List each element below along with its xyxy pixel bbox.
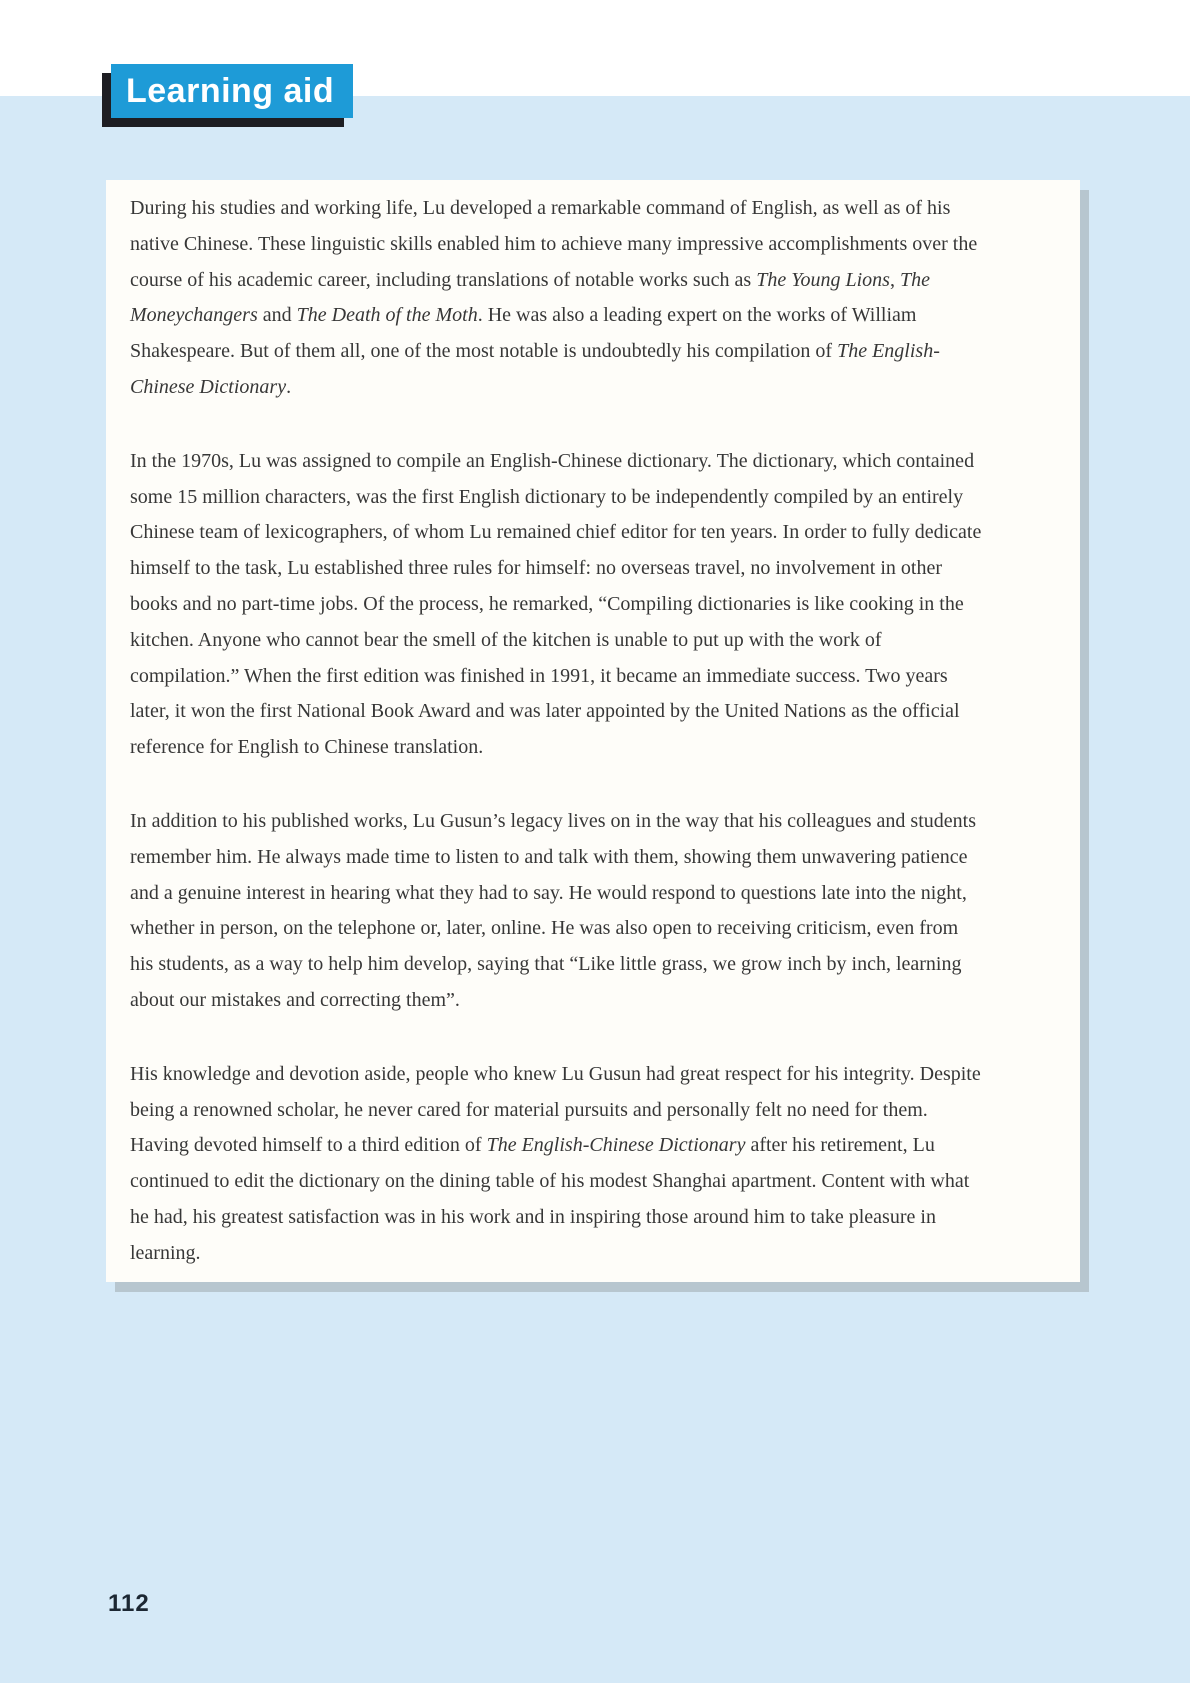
passage-paragraph-1: During his studies and working life, Lu developed a remarkable command of English, as well as of his native Chinese. These linguistic skills enabled him to achieve many impressive accomplishments over the course of his academic career, including translations of notable works such as The Young Lions, The Moneychangers and The Death of the Moth. He was also a leading expert on the works of William Shakespeare. But of them all, one of the most notable is undoubtedly his compilation of The English-Chinese Dictionary. bbox=[130, 197, 978, 398]
reading-passage-box bbox=[106, 180, 1080, 1282]
passage-paragraph-4: His knowledge and devotion aside, people who knew Lu Gusun had great respect for his integrity. Despite being a renowned scholar, he never cared for material pursuits and personally felt no need for them. Having devoted himself to a third edition of The English-Chinese Dictionary after his retirement, Lu continued to edit the dictionary on the dining table of his modest Shanghai apartment. Content with what he had, his greatest satisfaction was in his work and in inspiring those around him to take pleasure in learning. bbox=[130, 1062, 981, 1264]
passage-paragraph-3: In addition to his published works, Lu Gusun’s legacy lives on in the way that his colleagues and students remember him. He always made time to listen to and talk with them, showing them unwavering patience and a genuine interest in hearing what they had to say. He would respond to questions late into the night, whether in person, on the telephone or, later, online. He was also open to receiving criticism, even from his students, as a way to help him develop, saying that “Like little grass, we grow inch by inch, learning about our mistakes and correcting them”. bbox=[130, 809, 976, 1011]
learning-aid-badge bbox=[111, 64, 353, 118]
passage-paragraph-2: In the 1970s, Lu was assigned to compile an English-Chinese dictionary. The dictionary, which contained some 15 million characters, was the first English dictionary to be independently compiled by an entirely Chinese team of lexicographers, of whom Lu remained chief editor for ten years. In order to fully dedicate himself to the task, Lu established three rules for himself: no overseas travel, no involvement in other books and no part-time jobs. Of the process, he remarked, “Compiling dictionaries is like cooking in the kitchen. Anyone who cannot bear the smell of the kitchen is unable to put up with the work of compilation.” When the first edition was finished in 1991, it became an immediate success. Two years later, it won the first National Book Award and was later appointed by the United Nations as the official reference for English to Chinese translation. bbox=[130, 449, 982, 759]
learning-aid-badge-label: Learning aid bbox=[126, 71, 335, 110]
page-number: 112 bbox=[108, 1590, 150, 1617]
